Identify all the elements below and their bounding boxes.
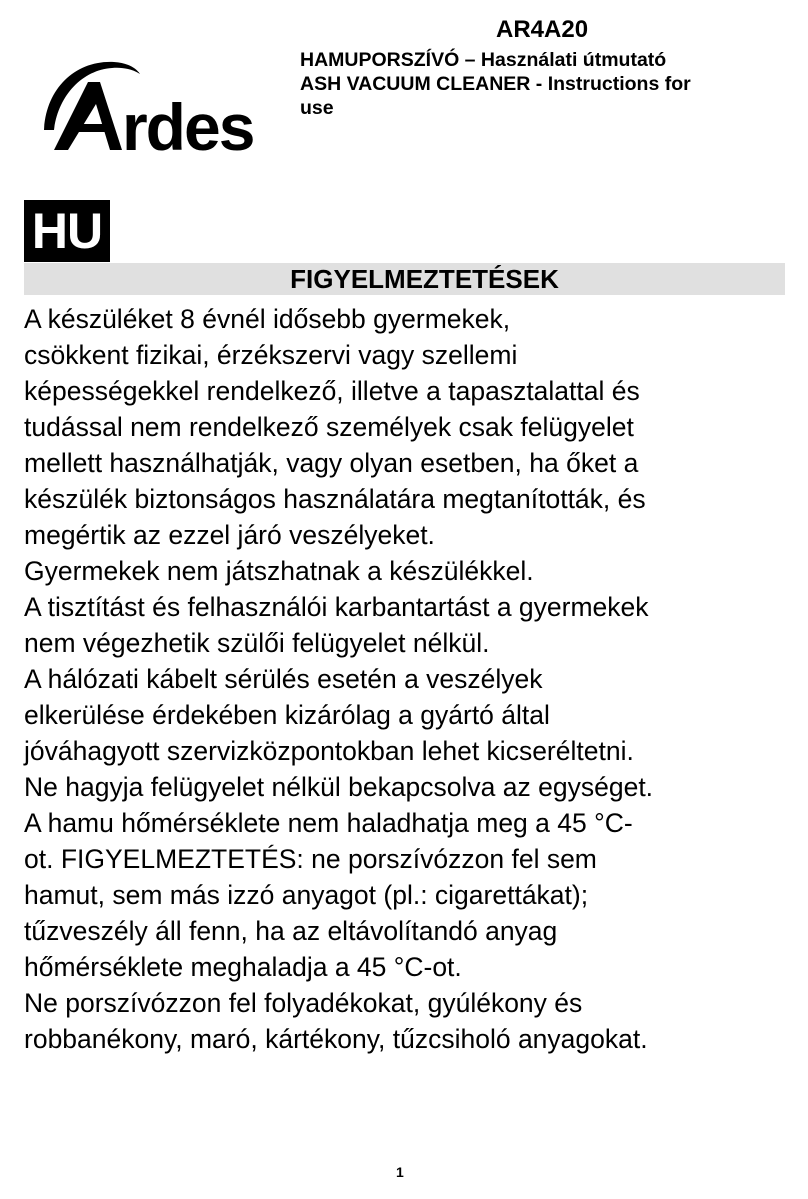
language-badge: HU — [24, 200, 110, 262]
text-line: csökkent fizikai, érzékszervi vagy szellemi — [24, 340, 518, 370]
text-line: mellett használhatják, vagy olyan esetben, ha őket a — [24, 448, 639, 478]
text-line: nem végezhetik szülői felügyelet nélkül. — [24, 628, 490, 658]
text-line: képességekkel rendelkező, illetve a tapasztalattal és — [24, 376, 640, 406]
text-line: Ne hagyja felügyelet nélkül bekapcsolva az egységet. — [24, 772, 654, 802]
text-line: A hálózati kábelt sérülés esetén a veszélyek — [24, 664, 543, 694]
text-line: robbanékony, maró, kártékony, tűzcsiholó anyagokat. — [24, 1024, 648, 1054]
text-line: tűzveszély áll fenn, ha az eltávolítandó anyag — [24, 916, 558, 946]
text-line: ot. FIGYELMEZTETÉS: ne porszívózzon fel sem — [24, 844, 597, 874]
logo-lettering: rdes — [122, 90, 254, 158]
section-title: FIGYELMEZTETÉSEK — [24, 263, 785, 295]
page-number: 1 — [396, 1164, 404, 1180]
ardes-logo — [36, 58, 280, 158]
text-line: Gyermekek nem játszhatnak a készülékkel. — [24, 556, 534, 586]
text-line: Ne porszívózzon fel folyadékokat, gyúlékony és — [24, 988, 583, 1018]
ardes-logo-graphic — [36, 58, 280, 158]
text-line: A hamu hőmérséklete nem haladhatja meg a 45 °C- — [24, 808, 633, 838]
text-line: hőmérséklete meghaladja a 45 °C-ot. — [24, 952, 462, 982]
text-line: A készüléket 8 évnél idősebb gyermekek, — [24, 304, 511, 334]
text-line: elkerülése érdekében kizárólag a gyártó által — [24, 700, 550, 730]
logo-letter-a-bar — [76, 124, 108, 132]
subtitle-line: use — [300, 97, 334, 119]
text-line: jóváhagyott szervizközpontokban lehet kicseréltetni. — [24, 736, 634, 766]
subtitle-line: HAMUPORSZÍVÓ – Használati útmutató — [300, 49, 667, 71]
text-line: tudással nem rendelkező személyek csak felügyelet — [24, 412, 634, 442]
document-subtitle — [300, 48, 780, 120]
text-line: hamut, sem más izzó anyagot (pl.: cigarettákat); — [24, 880, 589, 910]
text-line: A tisztítást és felhasználói karbantartást a gyermekek — [24, 592, 649, 622]
subtitle-line: ASH VACUUM CLEANER - Instructions for — [300, 73, 691, 95]
text-line: készülék biztonságos használatára megtanították, és — [24, 484, 646, 514]
model-code: AR4A20 — [496, 16, 589, 43]
warnings-text — [24, 301, 794, 1057]
text-line: megértik az ezzel járó veszélyeket. — [24, 520, 435, 550]
